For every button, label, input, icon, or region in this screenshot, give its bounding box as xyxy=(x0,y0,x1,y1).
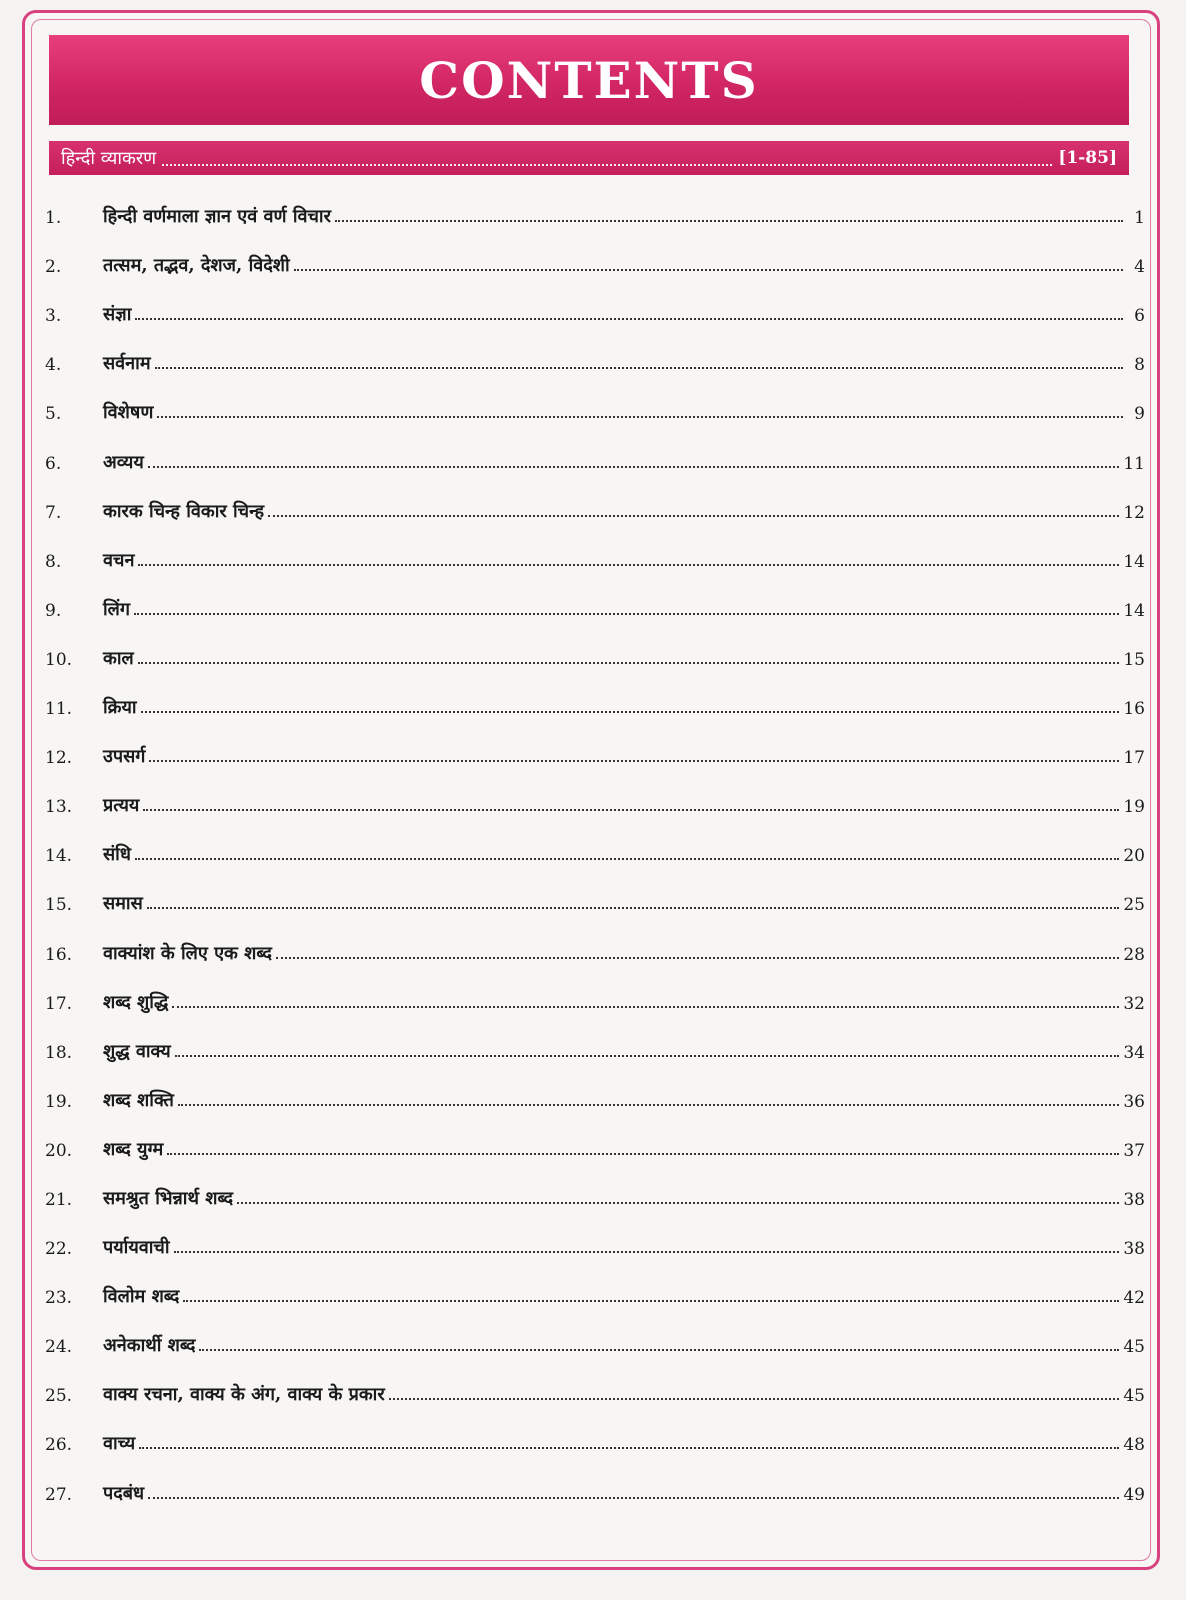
toc-entry-title: उपसर्ग xyxy=(103,746,146,768)
toc-leader-dots xyxy=(178,1104,1119,1106)
toc-entry-title: संधि xyxy=(103,844,131,866)
title-banner xyxy=(49,35,1129,125)
toc-entry-title: प्रत्यय xyxy=(103,795,140,817)
toc-entry[interactable] xyxy=(45,1222,1145,1271)
toc-entry[interactable] xyxy=(45,1075,1145,1124)
toc-entry[interactable] xyxy=(45,633,1145,682)
toc-entry[interactable] xyxy=(45,731,1145,780)
toc-entry-page: 12 xyxy=(1123,502,1145,523)
toc-leader-dots xyxy=(148,1497,1119,1499)
toc-entry-title: पर्यायवाची xyxy=(103,1237,170,1259)
section-leader-dots xyxy=(162,164,1052,166)
toc-entry-page: 4 xyxy=(1134,257,1145,278)
toc-entry[interactable] xyxy=(45,977,1145,1026)
contents-page xyxy=(22,10,1160,1570)
toc-entry[interactable] xyxy=(45,927,1145,976)
toc-leader-dots xyxy=(199,1349,1119,1351)
toc-entry-page: 25 xyxy=(1123,895,1145,916)
toc-entry-title: अनेकार्थी शब्द xyxy=(103,1335,196,1357)
toc-entry[interactable] xyxy=(45,1467,1145,1516)
toc-entry-number: 18. xyxy=(45,1042,73,1063)
toc-entry-title: वाक्यांश के लिए एक शब्द xyxy=(103,942,272,964)
toc-entry-number: 6. xyxy=(45,453,62,474)
toc-entry-number: 10. xyxy=(45,649,73,670)
toc-entry-page: 34 xyxy=(1123,1042,1145,1063)
toc-entry-title: शब्द युग्म xyxy=(103,1138,164,1160)
toc-entry-title: संज्ञा xyxy=(103,304,132,326)
toc-entry-number: 11. xyxy=(45,699,73,720)
toc-entry[interactable] xyxy=(45,1124,1145,1173)
toc-entry-title: हिन्दी वर्णमाला ज्ञान एवं वर्ण विचार xyxy=(103,206,331,228)
toc-leader-dots xyxy=(141,711,1120,713)
toc-entry-page: 32 xyxy=(1123,993,1145,1014)
toc-entry-page: 14 xyxy=(1123,600,1145,621)
toc-entry-title: समश्रुत भिन्नार्थ शब्द xyxy=(103,1187,234,1209)
toc-entry-page: 17 xyxy=(1123,748,1145,769)
toc-entry-page: 14 xyxy=(1123,551,1145,572)
toc-entry[interactable] xyxy=(45,584,1145,633)
toc-leader-dots xyxy=(183,1300,1119,1302)
toc-entry-number: 15. xyxy=(45,895,73,916)
toc-leader-dots xyxy=(147,907,1120,909)
toc-entry[interactable] xyxy=(45,535,1145,584)
toc-entry-page: 8 xyxy=(1134,355,1145,376)
toc-entry[interactable] xyxy=(45,682,1145,731)
toc-entry-number: 27. xyxy=(45,1484,73,1505)
toc-entry[interactable] xyxy=(45,780,1145,829)
section-title: हिन्दी व्याकरण xyxy=(61,148,157,169)
toc-leader-dots xyxy=(389,1398,1120,1400)
toc-leader-dots xyxy=(175,1055,1120,1057)
toc-entry-number: 2. xyxy=(45,257,62,278)
toc-entry-number: 7. xyxy=(45,502,62,523)
toc-entry-number: 4. xyxy=(45,355,62,376)
toc-leader-dots xyxy=(276,957,1119,959)
toc-entry[interactable] xyxy=(45,338,1145,387)
toc-entry[interactable] xyxy=(45,240,1145,289)
toc-entry-number: 21. xyxy=(45,1189,73,1210)
toc-entry-number: 8. xyxy=(45,551,62,572)
toc-entry[interactable] xyxy=(45,878,1145,927)
toc-entry-title: विलोम शब्द xyxy=(103,1286,180,1308)
toc-leader-dots xyxy=(335,220,1123,222)
page-title: CONTENTS xyxy=(419,50,759,110)
toc-leader-dots xyxy=(138,662,1120,664)
toc-entry-title: अव्यय xyxy=(103,451,144,473)
toc-entry-title: शब्द शक्ति xyxy=(103,1089,174,1111)
toc-entry-number: 22. xyxy=(45,1239,73,1260)
toc-entry-number: 12. xyxy=(45,748,73,769)
toc-leader-dots xyxy=(139,1447,1119,1449)
toc-entry-title: लिंग xyxy=(103,598,130,620)
toc-entry-number: 13. xyxy=(45,797,73,818)
toc-leader-dots xyxy=(143,809,1119,811)
toc-entry[interactable] xyxy=(45,289,1145,338)
toc-entry-number: 5. xyxy=(45,404,62,425)
toc-entry-page: 15 xyxy=(1123,649,1145,670)
toc-entry-title: विशेषण xyxy=(103,402,154,424)
toc-leader-dots xyxy=(172,1006,1119,1008)
toc-entry-title: वचन xyxy=(103,549,135,571)
toc-entry-number: 14. xyxy=(45,846,73,867)
toc-entry-number: 25. xyxy=(45,1386,73,1407)
toc-leader-dots xyxy=(135,858,1119,860)
toc-leader-dots xyxy=(135,318,1123,320)
toc-leader-dots xyxy=(167,1153,1119,1155)
toc-entry-number: 3. xyxy=(45,306,62,327)
toc-entry-number: 9. xyxy=(45,600,62,621)
toc-entry-page: 19 xyxy=(1123,797,1145,818)
toc-entry-page: 42 xyxy=(1123,1288,1145,1309)
toc-entry-title: कारक चिन्ह विकार चिन्ह xyxy=(103,500,265,522)
toc-entry-number: 24. xyxy=(45,1337,73,1358)
toc-entry-title: शब्द शुद्धि xyxy=(103,991,169,1013)
toc-entry[interactable] xyxy=(45,1369,1145,1418)
toc-entry[interactable] xyxy=(45,829,1145,878)
toc-entry-page: 38 xyxy=(1123,1239,1145,1260)
toc-entry-page: 38 xyxy=(1123,1189,1145,1210)
toc-leader-dots xyxy=(148,466,1120,468)
section-page-range: [1-85] xyxy=(1058,148,1117,168)
toc-list xyxy=(45,191,1145,1517)
toc-entry-number: 17. xyxy=(45,993,73,1014)
toc-entry[interactable] xyxy=(45,1173,1145,1222)
toc-entry-title: काल xyxy=(103,647,134,669)
toc-entry-page: 45 xyxy=(1123,1337,1145,1358)
toc-entry-title: क्रिया xyxy=(103,697,137,719)
toc-leader-dots xyxy=(149,760,1119,762)
toc-entry-page: 1 xyxy=(1134,208,1145,229)
toc-entry-page: 16 xyxy=(1123,699,1145,720)
toc-entry[interactable] xyxy=(45,191,1145,240)
toc-entry-number: 1. xyxy=(45,208,62,229)
toc-leader-dots xyxy=(268,515,1119,517)
toc-leader-dots xyxy=(294,269,1123,271)
toc-entry[interactable] xyxy=(45,1026,1145,1075)
toc-entry-number: 19. xyxy=(45,1091,73,1112)
toc-entry-title: समास xyxy=(103,893,143,915)
toc-entry-page: 28 xyxy=(1123,944,1145,965)
toc-leader-dots xyxy=(174,1251,1120,1253)
toc-leader-dots xyxy=(134,613,1119,615)
toc-entry-number: 20. xyxy=(45,1140,73,1161)
toc-leader-dots xyxy=(157,416,1123,418)
toc-entry-number: 26. xyxy=(45,1435,73,1456)
toc-leader-dots xyxy=(138,564,1119,566)
section-header[interactable] xyxy=(49,141,1129,175)
toc-entry[interactable] xyxy=(45,1320,1145,1369)
toc-entry-title: वाक्य रचना, वाक्य के अंग, वाक्य के प्रकार xyxy=(103,1384,385,1406)
toc-entry[interactable] xyxy=(45,486,1145,535)
toc-entry-number: 16. xyxy=(45,944,73,965)
toc-entry-page: 36 xyxy=(1123,1091,1145,1112)
toc-entry-title: शुद्ध वाक्य xyxy=(103,1040,171,1062)
toc-entry-page: 49 xyxy=(1123,1484,1145,1505)
toc-entry-title: सर्वनाम xyxy=(103,353,151,375)
toc-entry-page: 45 xyxy=(1123,1386,1145,1407)
toc-entry-title: पदबंध xyxy=(103,1482,145,1504)
toc-entry[interactable] xyxy=(45,436,1145,485)
toc-entry-title: तत्सम, तद्भव, देशज, विदेशी xyxy=(103,255,290,277)
toc-entry-page: 11 xyxy=(1123,453,1145,474)
toc-leader-dots xyxy=(155,367,1123,369)
toc-entry-number: 23. xyxy=(45,1288,73,1309)
toc-entry[interactable] xyxy=(45,387,1145,436)
toc-entry[interactable] xyxy=(45,1418,1145,1467)
toc-entry-page: 48 xyxy=(1123,1435,1145,1456)
toc-entry-page: 37 xyxy=(1123,1140,1145,1161)
toc-entry-page: 6 xyxy=(1134,306,1145,327)
toc-entry-page: 9 xyxy=(1134,404,1145,425)
toc-entry-title: वाच्य xyxy=(103,1433,136,1455)
toc-entry-page: 20 xyxy=(1123,846,1145,867)
toc-entry[interactable] xyxy=(45,1271,1145,1320)
toc-leader-dots xyxy=(237,1202,1119,1204)
